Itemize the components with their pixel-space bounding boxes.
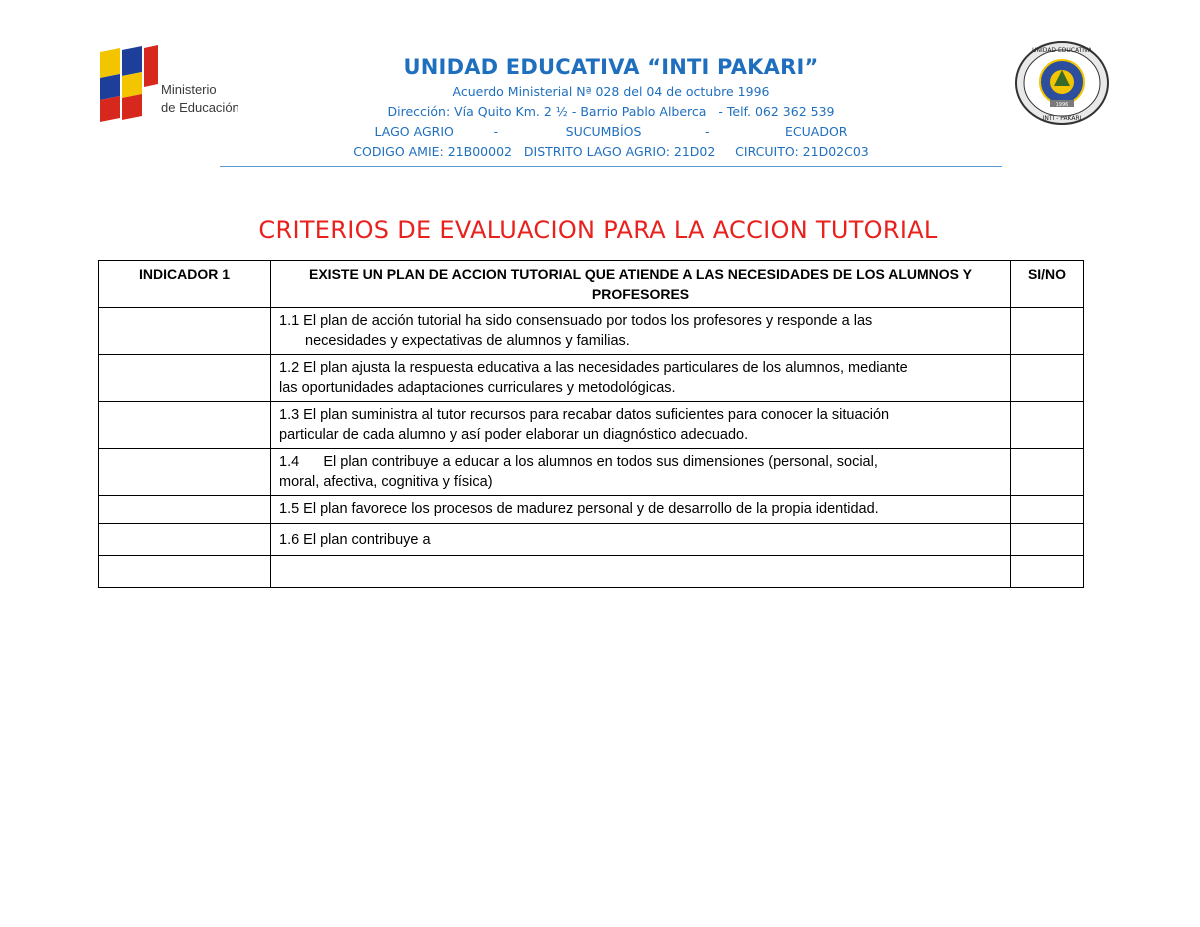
svg-text:de Educación: de Educación bbox=[161, 100, 238, 115]
header-si-no: SI/NO bbox=[1011, 261, 1084, 308]
si-no-cell[interactable] bbox=[1011, 496, 1084, 524]
criterion-text: 1.3 El plan suministra al tutor recursos para recabar datos suficientes para conocer la situación bbox=[279, 407, 890, 423]
si-no-cell[interactable] bbox=[1011, 308, 1084, 355]
header-description: EXISTE UN PLAN DE ACCION TUTORIAL QUE ATIENDE A LAS NECESIDADES DE LOS ALUMNOS Y PROFESORES bbox=[271, 261, 1011, 308]
indicator-cell[interactable] bbox=[99, 308, 271, 355]
criterion-cell bbox=[271, 496, 1011, 524]
svg-text:UNIDAD EDUCATIVA: UNIDAD EDUCATIVA bbox=[1032, 47, 1092, 54]
criterion-cell bbox=[271, 402, 1011, 449]
document-title: CRITERIOS DE EVALUACION PARA LA ACCION TUTORIAL bbox=[258, 216, 938, 244]
indicator-cell[interactable] bbox=[99, 355, 271, 402]
si-no-cell[interactable] bbox=[1011, 449, 1084, 496]
criterion-text-cont: particular de cada alumno y así poder elaborar un diagnóstico adecuado. bbox=[279, 427, 749, 443]
school-seal-icon bbox=[1014, 40, 1110, 126]
table-row bbox=[99, 556, 1084, 588]
table-row bbox=[99, 449, 1084, 496]
indicator-cell[interactable] bbox=[99, 496, 271, 524]
criterion-text: 1.2 El plan ajusta la respuesta educativa a las necesidades particulares de los alumnos, mediante bbox=[279, 360, 908, 376]
table-row bbox=[99, 402, 1084, 449]
indicator-cell[interactable] bbox=[99, 402, 271, 449]
svg-text:1996: 1996 bbox=[1055, 102, 1069, 108]
criterion-text-cont: moral, afectiva, cognitiva y física) bbox=[279, 474, 493, 490]
location-line: LAGO AGRIO - SUCUMBÍOS - ECUADOR bbox=[374, 124, 848, 139]
table-header-row bbox=[99, 261, 1084, 308]
codes-line: CODIGO AMIE: 21B00002 DISTRITO LAGO AGRIO: 21D02 CIRCUITO: 21D02C03 bbox=[353, 144, 869, 159]
school-header bbox=[220, 52, 1002, 162]
criterion-text: 1.6 El plan contribuye a bbox=[279, 532, 431, 548]
svg-text:Ministerio: Ministerio bbox=[161, 82, 217, 97]
criterion-cell[interactable] bbox=[271, 556, 1011, 588]
si-no-cell[interactable] bbox=[1011, 355, 1084, 402]
table-row bbox=[99, 308, 1084, 355]
indicator-cell[interactable] bbox=[99, 449, 271, 496]
header-indicator: INDICADOR 1 bbox=[99, 261, 271, 308]
criteria-table bbox=[98, 260, 1084, 588]
criterion-cell bbox=[271, 524, 1011, 556]
school-seal bbox=[1014, 40, 1110, 126]
si-no-cell[interactable] bbox=[1011, 524, 1084, 556]
criterion-text-cont: necesidades y expectativas de alumnos y familias. bbox=[305, 333, 630, 349]
si-no-cell[interactable] bbox=[1011, 402, 1084, 449]
criterion-cell bbox=[271, 308, 1011, 355]
address-line: Dirección: Vía Quito Km. 2 ½ - Barrio Pablo Alberca - Telf. 062 362 539 bbox=[387, 104, 835, 119]
table-row bbox=[99, 524, 1084, 556]
table-row bbox=[99, 355, 1084, 402]
criterion-text: 1.5 El plan favorece los procesos de madurez personal y de desarrollo de la propia identidad. bbox=[279, 501, 879, 517]
criterion-text: 1.1 El plan de acción tutorial ha sido consensuado por todos los profesores y responde a las bbox=[279, 313, 873, 329]
criterion-cell bbox=[271, 449, 1011, 496]
ministerial-agreement: Acuerdo Ministerial Nª 028 del 04 de octubre 1996 bbox=[452, 84, 770, 99]
criterion-text: 1.4 El plan contribuye a educar a los alumnos en todos sus dimensiones (personal, social, bbox=[279, 454, 878, 470]
header-divider bbox=[220, 166, 1002, 167]
school-name: UNIDAD EDUCATIVA “INTI PAKARI” bbox=[403, 55, 819, 79]
indicator-cell[interactable] bbox=[99, 556, 271, 588]
table-row bbox=[99, 496, 1084, 524]
indicator-cell[interactable] bbox=[99, 524, 271, 556]
criterion-text-cont: las oportunidades adaptaciones curriculares y metodológicas. bbox=[279, 380, 676, 396]
ministry-flag-icon bbox=[98, 44, 238, 124]
criterion-cell bbox=[271, 355, 1011, 402]
si-no-cell[interactable] bbox=[1011, 556, 1084, 588]
ministry-logo bbox=[98, 44, 238, 124]
svg-text:INTI - PAKARI: INTI - PAKARI bbox=[1042, 115, 1082, 122]
